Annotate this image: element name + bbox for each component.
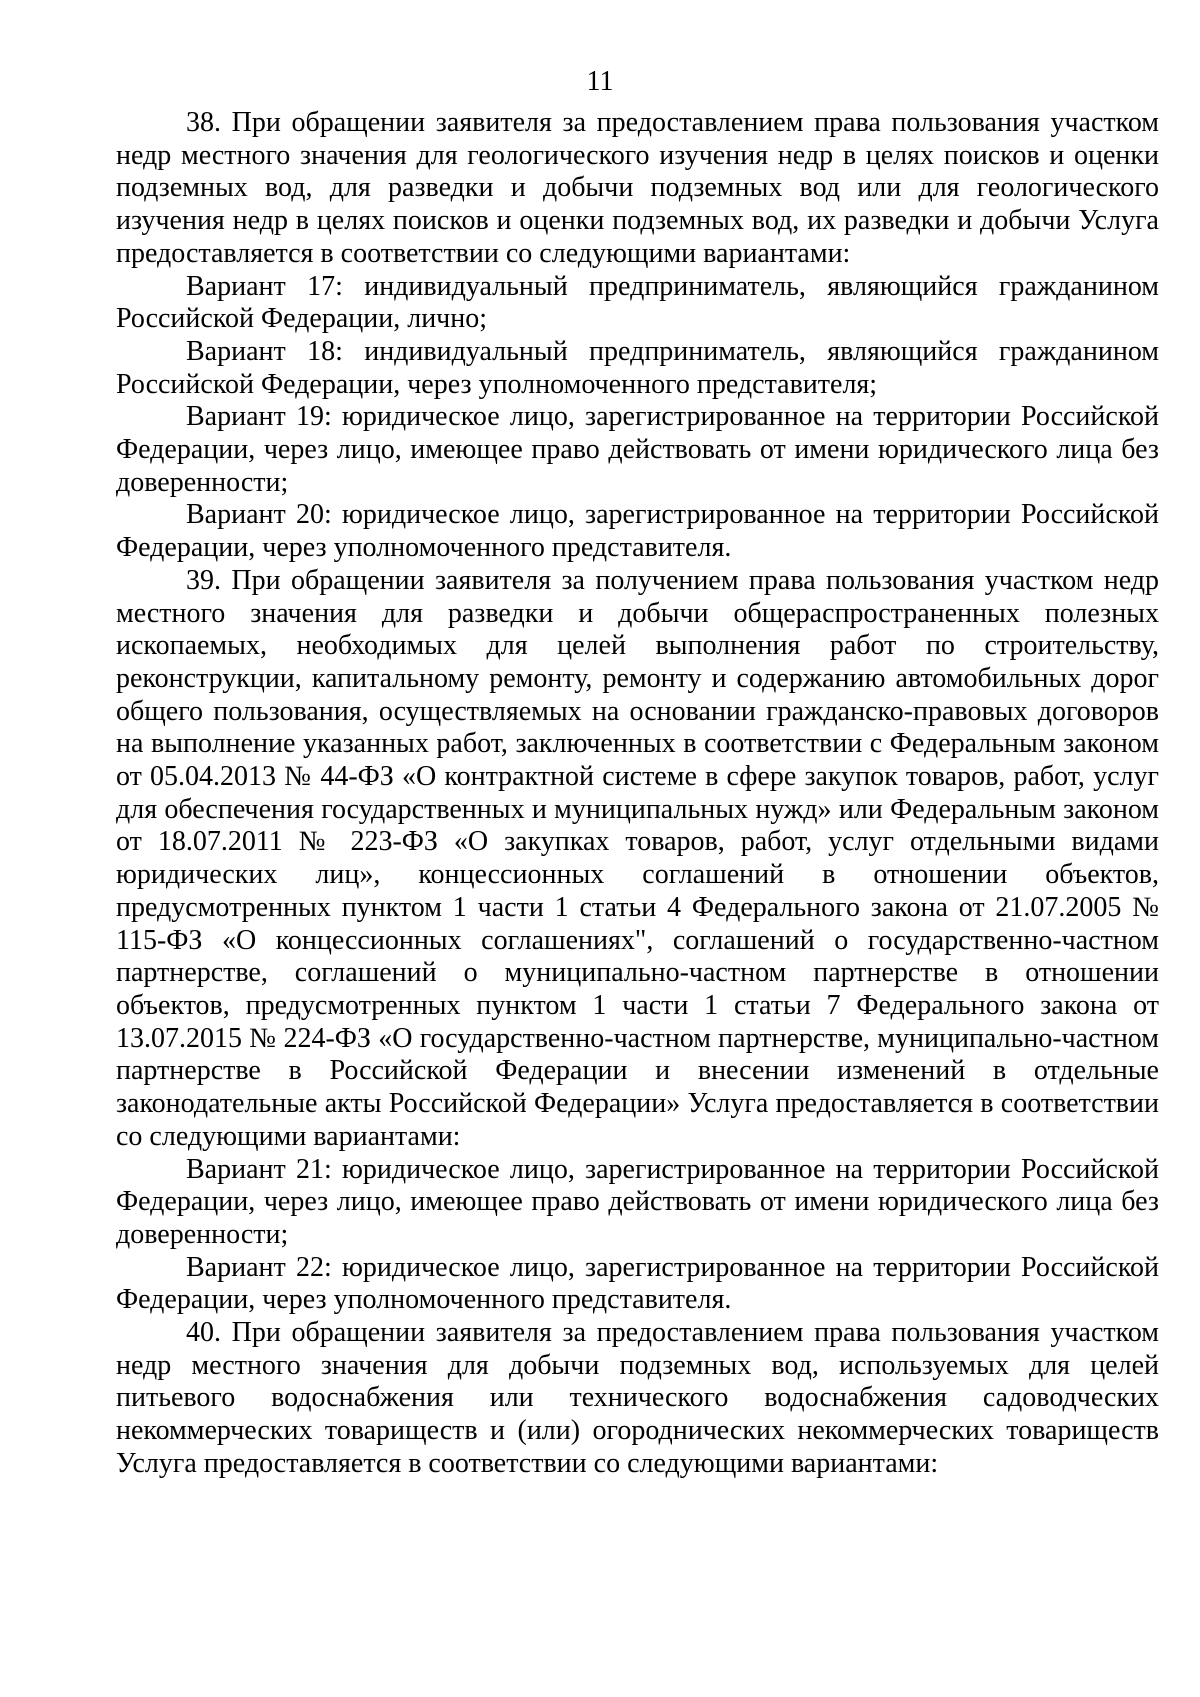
paragraph-variant-17: Вариант 17: индивидуальный предприниматель, являющийся гражданином Российской Федерации, лично; [116, 270, 1159, 335]
paragraph-40-intro: 40. При обращении заявителя за предоставлением права пользования участком недр местного значения для добычи подземных вод, используемых для целей питьевого водоснабжения или технического водоснабжения садоводческих некоммерческих товариществ и (или) огороднических некоммерческих товариществ Услуга предоставляется в соответствии со следующими вариантами: [116, 1317, 1159, 1479]
paragraph-38-intro: 38. При обращении заявителя за предоставлением права пользования участком недр местного значения для геологического изучения недр в целях поисков и оценки подземных вод, для разведки и добычи подземных вод или для геологического изучения недр в целях поисков и оценки подземных вод, их разведки и добычи Услуга предоставляется в соответствии со следующими вариантами: [116, 107, 1159, 269]
paragraph-variant-18: Вариант 18: индивидуальный предприниматель, являющийся гражданином Российской Федерации, через уполномоченного представителя; [116, 335, 1159, 400]
paragraph-39-intro: 39. При обращении заявителя за получением права пользования участком недр местного значения для разведки и добычи общераспространенных полезных ископаемых, необходимых для целей выполнения работ по строительству, реконструкции, капитальному ремонту, ремонту и содержанию автомобильных дорог общего пользования, осуществляемых на основании гражданско-правовых договоров на выполнение указанных работ, заключенных в соответствии с Федеральным законом от 05.04.2013 № 44-ФЗ «О контрактной системе в сфере закупок товаров, работ, услуг для обеспечения государственных и муниципальных нужд» или Федеральным законом от 18.07.2011 № 223-ФЗ «О закупках товаров, работ, услуг отдельными видами юридических лиц», концессионных соглашений в отношении объектов, предусмотренных пунктом 1 части 1 статьи 4 Федерального закона от 21.07.2005 № 115-ФЗ «О концессионных соглашениях", соглашений о государственно-частном партнерстве, соглашений о муниципально-частном партнерстве в отношении объектов, предусмотренных пунктом 1 части 1 статьи 7 Федерального закона от 13.07.2015 № 224-ФЗ «О государственно-частном партнерстве, муниципально-частном партнерстве в Российской Федерации и внесении изменений в отдельные законодательные акты Российской Федерации» Услуга предоставляется в соответствии со следующими вариантами: [116, 564, 1159, 1152]
paragraph-variant-21: Вариант 21: юридическое лицо, зарегистрированное на территории Российской Федерации, через лицо, имеющее право действовать от имени юридического лица без доверенности; [116, 1153, 1159, 1250]
page-number: 11 [586, 66, 614, 97]
paragraph-variant-22: Вариант 22: юридическое лицо, зарегистрированное на территории Российской Федерации, через уполномоченного представителя. [116, 1251, 1159, 1316]
document-body [116, 107, 1159, 1481]
paragraph-variant-20: Вариант 20: юридическое лицо, зарегистрированное на территории Российской Федерации, через уполномоченного представителя. [116, 499, 1159, 564]
paragraph-variant-19: Вариант 19: юридическое лицо, зарегистрированное на территории Российской Федерации, через лицо, имеющее право действовать от имени юридического лица без доверенности; [116, 401, 1159, 498]
